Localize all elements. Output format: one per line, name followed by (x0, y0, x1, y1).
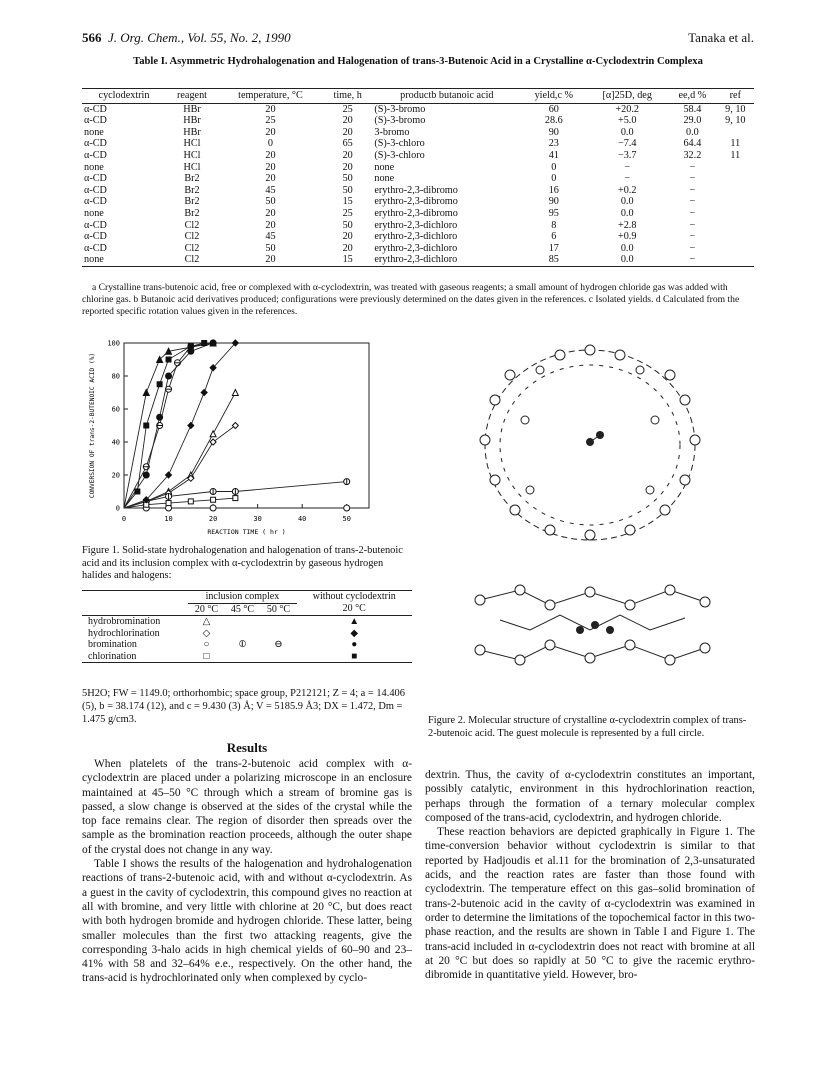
table-cell: none (84, 207, 104, 219)
table-cell: − (624, 173, 631, 185)
table-cell: 50 (342, 184, 353, 196)
table1-body (82, 103, 754, 266)
table-cell: Cl2 (184, 219, 200, 231)
paragraph: When platelets of the trans-2-butenoic acid complex with α-cyclodextrin are placed under a polarizing microscope in an enclosure maintained at 45–50 °C through which a stream of bromine gas is passed, a slow change is observed at the sides of the crystal while the top face remains clear. The region of disorder then spreads over the sample as the bromination reaction proceeds, although the outer shape of the crystal does not change in any way. (82, 758, 412, 856)
data-point (144, 423, 149, 428)
table-cell: − (668, 254, 717, 266)
results-column-2 (425, 768, 755, 982)
legend-marker (224, 628, 260, 640)
data-point (344, 505, 350, 511)
legend-marker (224, 651, 260, 663)
table-cell: erythro-2,3-dichloro (374, 231, 458, 243)
table-cell: none (82, 254, 166, 266)
table-row (82, 162, 754, 174)
table-cell: HBr (183, 115, 201, 127)
guest-molecule-side-view (576, 621, 614, 634)
data-point (188, 423, 194, 429)
table-cell (717, 231, 754, 243)
legend-row (82, 651, 412, 663)
table-cell: Cl2 (184, 242, 200, 254)
table-cell: 15 (342, 196, 353, 208)
table-cell: 20 (342, 115, 353, 127)
y-tick-label: 60 (111, 405, 120, 414)
table-cell: 20 (265, 219, 276, 231)
legend-marker (260, 628, 296, 640)
series-line (124, 343, 213, 508)
table-cell: +5.0 (617, 115, 637, 127)
data-point (157, 382, 162, 387)
table-cell: 50 (265, 196, 276, 208)
table-cell: 20 (265, 173, 276, 185)
legend-marker: ▲ (349, 616, 360, 627)
legend-marker (260, 616, 296, 628)
running-header-left (82, 30, 291, 46)
y-tick-label: 100 (107, 339, 120, 348)
table-cell: α-CD (84, 219, 107, 231)
table-cell: +0.2 (617, 184, 637, 196)
legend-marker (224, 616, 260, 628)
table-cell: 0.0 (620, 126, 634, 138)
table-cell: erythro-2,3-dichloro (372, 254, 521, 266)
y-tick-label: 20 (111, 471, 120, 480)
legend-temp: 45 °C (230, 603, 255, 615)
running-header-authors: Tanaka et al. (688, 30, 754, 45)
crystal-data: 5H2O; FW = 1149.0; orthorhombic; space group, P212121; Z = 4; a = 14.406 (5), b = 38.174 (12), and c = 9.430 (3) Å; V = 5185.9 Å3; DX = 1.472, Dm = 1.475 g/cm3. (82, 688, 405, 725)
table-cell: 20 (265, 126, 276, 138)
table-cell: 20 (342, 126, 353, 138)
legend-marker: ⦶ (238, 639, 247, 650)
data-point (210, 340, 216, 346)
table-row (82, 220, 754, 232)
table-cell: 11 (730, 138, 741, 150)
table-cell: 90 (548, 126, 559, 138)
figure2-caption: Figure 2. Molecular structure of crystalline α-cyclodextrin complex of trans-2-butenoic acid. The guest molecule is represented by a full circle. (428, 715, 747, 739)
table-cell: 20 (342, 242, 353, 254)
table-cell: 20 (265, 149, 276, 161)
data-point (143, 472, 149, 478)
table-cell: α-CD (84, 242, 107, 254)
table-cell: 20 (342, 231, 353, 243)
data-point (211, 497, 216, 502)
legend-marker (260, 651, 296, 663)
table-cell: 23 (548, 138, 559, 150)
table-cell: 3-bromo (374, 126, 410, 138)
x-axis-label: REACTION TIME ( hr ) (207, 528, 286, 536)
data-point (201, 390, 207, 396)
table-cell: 6 (551, 231, 557, 243)
table-cell: 28.6 (544, 115, 563, 127)
table-row (82, 243, 754, 255)
table-cell: −7.4 (617, 138, 637, 150)
legend-body (82, 616, 412, 663)
table-cell: α-CD (84, 149, 107, 161)
section-heading-results: Results (226, 740, 268, 755)
table-row (82, 208, 754, 220)
table-cell: 16 (548, 184, 559, 196)
table-cell: Cl2 (166, 254, 218, 266)
table-cell: (S)-3-chloro (374, 138, 425, 150)
table-cell: − (624, 161, 631, 173)
x-tick-label: 30 (253, 515, 262, 523)
table-cell: erythro-2,3-dichloro (374, 242, 458, 254)
figure1-legend-table (82, 590, 412, 663)
legend-temp: 50 °C (266, 603, 291, 615)
table-row (82, 196, 754, 208)
table-cell: 90 (548, 196, 559, 208)
x-tick-label: 40 (297, 515, 307, 523)
table-cell: 20 (218, 254, 323, 266)
table-cell: 64.4 (683, 138, 702, 150)
table-cell: 11 (730, 149, 741, 161)
table-cell: +2.8 (617, 219, 637, 231)
table-cell: Br2 (184, 184, 200, 196)
table-cell: 0 (551, 173, 557, 185)
data-point (233, 496, 238, 501)
table-row (82, 115, 754, 127)
legend-label: hydrochlorination (88, 627, 160, 639)
table-cell: 60 (548, 103, 559, 115)
table-cell: − (689, 231, 696, 243)
table-cell: 58.4 (683, 103, 702, 115)
table-cell: − (689, 184, 696, 196)
table-cell: erythro-2,3-dichloro (374, 219, 458, 231)
table-cell: 17 (548, 242, 559, 254)
table-cell: 50 (265, 242, 276, 254)
legend-marker: □ (203, 650, 210, 662)
table-cell: none (374, 173, 395, 185)
legend-marker: ◇ (202, 627, 211, 639)
table-cell: 15 (323, 254, 372, 266)
table1-column-header: ref (717, 89, 754, 104)
table-cell: 0 (551, 161, 557, 173)
table-cell: 20 (342, 161, 353, 173)
figure1-chart (82, 335, 382, 545)
paragraph: These reaction behaviors are depicted graphically in Figure 1. The time-conversion behavior without cyclodextrin is similar to that reported by Hadjoudis et al.11 for the bromination of 2,3-unsaturated acids, and the reaction rates are faster than those found with cyclodextrin. The temperature effect on this gas–solid bromination of trans-2-butenoic acid in the cavity of α-cyclodextrin was examined in order to determine the limitations of the topochemical factor in this two-phase reaction, and the results are shown in Table I and Figure 1. The trans-acid included in α-cyclodextrin does not react with bromine at all at 20 °C but does so rapidly at 50 °C to give the racemic erythro-dibromide in quantitative yield. However, bro- (425, 826, 755, 982)
data-point (157, 414, 163, 420)
legend-marker: ○ (203, 639, 210, 650)
y-tick-label: 40 (111, 438, 120, 447)
table1 (82, 88, 754, 267)
table-cell: 20 (342, 149, 353, 161)
table-cell: Br2 (184, 196, 200, 208)
table-cell: 20 (265, 103, 276, 115)
table-cell (717, 162, 754, 174)
table-cell: 9, 10 (725, 115, 746, 127)
data-point (188, 499, 193, 504)
legend-label: bromination (88, 639, 137, 650)
table-cell: α-CD (84, 231, 107, 243)
table-cell: (S)-3-chloro (374, 149, 425, 161)
table-cell: − (689, 161, 696, 173)
table-row (82, 185, 754, 197)
table-cell: 0.0 (620, 242, 634, 254)
table-cell: HCl (183, 149, 201, 161)
table-cell: α-CD (84, 103, 107, 115)
table-cell: none (84, 126, 104, 138)
table-cell: HCl (183, 161, 201, 173)
data-point (166, 357, 171, 362)
legend-row (82, 616, 412, 628)
table-cell: 95 (548, 207, 559, 219)
x-tick-label: 0 (121, 515, 127, 523)
table-cell: HCl (183, 138, 201, 150)
table-cell: none (84, 161, 104, 173)
table-cell: HBr (183, 126, 201, 138)
data-point (135, 489, 140, 494)
table-cell: α-CD (84, 184, 107, 196)
table-cell: 8 (551, 219, 557, 231)
table-row (82, 254, 754, 266)
paragraph: Table I shows the results of the halogenation and hydrohalogenation reactions of trans-2-butenoic acid, with and without α-cyclodextrin. As a guest in the cavity of cyclodextrin, this compound gives no reaction at all with bromine, and very little with chlorine at 20 °C, but does react with both hydrogen bromide and hydrogen chloride. These latter, being smaller molecules than the first two attacking reagents, give the corresponding 3-halo acids in high chemical yields of 60–90 and 23–41% with 58 and 32–64% e.e., respectively. On the other hand, the trans-acid is hydrochlorinated only when complexed by cyclo- (82, 858, 412, 985)
table-row (82, 231, 754, 243)
table-cell (717, 185, 754, 197)
table-cell: erythro-2,3-dibromo (374, 196, 458, 208)
table-cell: 25 (342, 207, 353, 219)
figure2-molecular-structure (440, 330, 740, 705)
table-cell: 45 (265, 231, 276, 243)
table-row (82, 103, 754, 115)
table1-header-row (82, 89, 754, 104)
legend-temp: 20 °C (194, 603, 218, 615)
table-cell: 25 (342, 103, 353, 115)
paragraph: dextrin. Thus, the cavity of α-cyclodextrin constitutes an important, possibly catalytic, environment in this hydrochlorination reaction, perhaps through the formation of a ternary molecular complex composed of the trans-acid, cyclodextrin, and hydrogen chloride. (425, 769, 755, 824)
table1-column-header: reagent (166, 89, 218, 104)
table-cell: 0.0 (620, 207, 634, 219)
guest-molecule-top-view (586, 431, 604, 446)
data-point (188, 344, 193, 349)
data-point (210, 505, 216, 511)
table1-column-header: [α]25D, deg (586, 89, 668, 104)
table1-caption: Table I. Asymmetric Hydrohalogenation and Halogenation of trans-3-Butenoic Acid in a Crystalline α-Cyclodextrin Complexa (133, 56, 703, 67)
legend-label: hydrobromination (88, 616, 161, 627)
table-cell: (S)-3-bromo (374, 115, 426, 127)
data-point (143, 390, 149, 396)
x-tick-label: 10 (164, 515, 173, 523)
y-tick-label: 80 (111, 372, 120, 381)
legend-marker: ■ (351, 650, 358, 662)
table-cell: 0.0 (586, 254, 668, 266)
table-row (82, 150, 754, 162)
table-cell: α-CD (84, 196, 107, 208)
table-row (82, 173, 754, 185)
table1-column-header: temperature, °C (218, 89, 323, 104)
table1-column-header: ee,d % (668, 89, 717, 104)
data-point (232, 390, 238, 396)
table-cell (717, 127, 754, 139)
table-cell: − (689, 219, 696, 231)
table-cell: none (374, 161, 395, 173)
table-cell: Br2 (184, 173, 200, 185)
table-cell: 0.0 (620, 196, 634, 208)
table-cell: erythro-2,3-dibromo (374, 207, 458, 219)
table-cell: erythro-2,3-dibromo (374, 184, 458, 196)
table-cell (717, 254, 754, 266)
data-point (202, 341, 207, 346)
table-cell (717, 173, 754, 185)
table1-footnote: a Crystalline trans-butenoic acid, free or complexed with α-cyclodextrin, was treated with gaseous reagents; a small amount of hydrogen chloride gas was added with chlorine gas. b Butanoic acid derivatives produced; configurations were previously determined on the dates given in the references. c Isolated yields. d Calculated from the reported specific rotation values given in the references. (82, 282, 740, 317)
table-cell: 0.0 (686, 126, 699, 138)
table-cell: − (689, 173, 696, 185)
legend-marker: △ (202, 616, 211, 627)
legend-group-without: without cyclodextrin (312, 591, 396, 603)
table1-column-header: time, h (323, 89, 372, 104)
legend-row (82, 639, 412, 651)
table-cell (717, 243, 754, 255)
legend-row (82, 628, 412, 640)
table-cell: 9, 10 (725, 103, 746, 115)
table-cell: +0.9 (617, 231, 637, 243)
table-cell: Cl2 (184, 231, 200, 243)
legend-marker: ⊖ (274, 639, 283, 650)
table-cell: 50 (342, 219, 353, 231)
table-cell: 45 (265, 184, 276, 196)
table-cell: 50 (342, 173, 353, 185)
legend-marker: ● (351, 639, 358, 650)
table-cell: 0 (267, 138, 274, 150)
table-cell: −3.7 (617, 149, 637, 161)
x-tick-label: 50 (342, 515, 351, 523)
table-cell: 29.0 (683, 115, 702, 127)
table-cell: 20 (265, 161, 276, 173)
table-cell: HBr (183, 103, 201, 115)
table-cell: 65 (342, 138, 353, 150)
table-row (82, 138, 754, 150)
table-cell: − (689, 196, 696, 208)
journal-citation: J. Org. Chem., Vol. 55, No. 2, 1990 (108, 30, 291, 45)
table-cell: Br2 (184, 207, 200, 219)
table-cell: 85 (521, 254, 586, 266)
y-tick-label: 0 (115, 504, 120, 513)
results-column-1 (82, 757, 412, 986)
table-cell: α-CD (84, 138, 107, 150)
table-cell: 32.2 (683, 149, 702, 161)
table1-column-header: cyclodextrin (82, 89, 166, 104)
table-cell: α-CD (84, 173, 107, 185)
table-cell: 25 (265, 115, 276, 127)
table-cell: − (689, 242, 696, 254)
table1-column-header: productb butanoic acid (372, 89, 521, 104)
table-cell: − (689, 207, 696, 219)
table-cell: 41 (548, 149, 559, 161)
table-cell: +20.2 (615, 103, 639, 115)
table-cell (717, 196, 754, 208)
data-point (210, 431, 216, 437)
table-cell: 20 (265, 207, 276, 219)
data-point (166, 501, 171, 506)
table-cell: α-CD (84, 115, 107, 127)
legend-label: chlorination (88, 650, 137, 662)
table-row (82, 127, 754, 139)
legend-temp: 20 °C (342, 603, 366, 615)
figure1-caption: Figure 1. Solid-state hydrohalogenation and halogenation of trans-2-butenoic acid and its inclusion complex with α-cyclodextrin by gaseous hydrogen halides and halogens: (82, 545, 403, 582)
x-tick-label: 20 (208, 515, 218, 523)
table1-column-header: yield,c % (521, 89, 586, 104)
table-cell (717, 220, 754, 232)
y-axis-label: CONVERSION OF trans-2-BUTENOIC ACID (%) (89, 352, 96, 499)
legend-group-inclusion: inclusion complex (188, 591, 296, 604)
table-cell: (S)-3-bromo (374, 103, 426, 115)
table-cell (717, 208, 754, 220)
page-number: 566 (82, 30, 102, 45)
legend-marker: ◆ (350, 627, 359, 639)
data-point (166, 373, 172, 379)
